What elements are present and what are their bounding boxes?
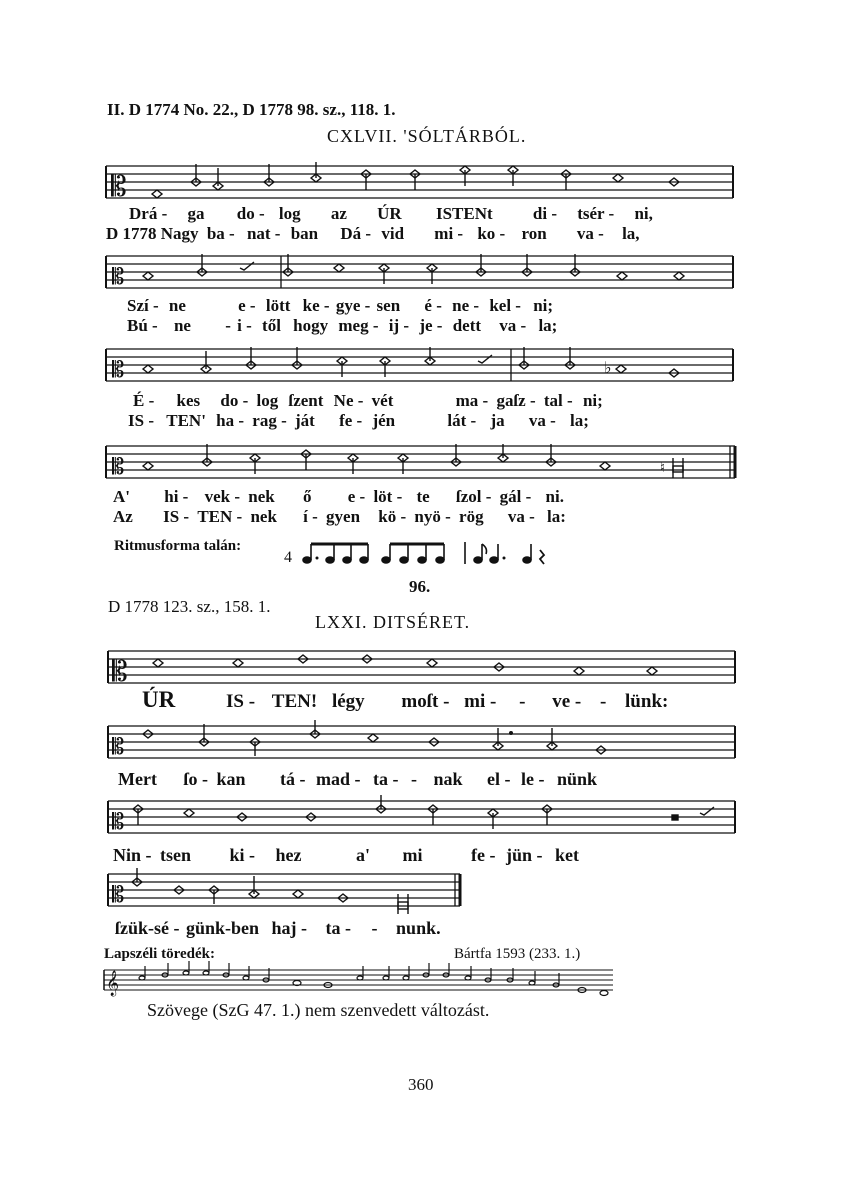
syllable: Mert	[118, 769, 157, 789]
syllable: fe -	[471, 845, 496, 865]
syllable: TEN'	[166, 411, 206, 430]
syllable: Ne -	[333, 391, 364, 410]
syllable: hez	[275, 845, 302, 865]
syllable: je -	[419, 316, 443, 335]
syllable: ron	[521, 224, 547, 243]
syllable: ban	[290, 224, 319, 243]
syllable: nat -	[246, 224, 281, 243]
svg-text:𝄡: 𝄡	[112, 358, 125, 383]
lyrics-2-v1	[127, 296, 553, 316]
syllable: vek -	[204, 487, 241, 506]
syllable: mad -	[316, 769, 361, 789]
syllable: nak	[433, 769, 463, 789]
syllable: ga	[187, 204, 205, 223]
syllable: gál -	[499, 487, 532, 506]
syllable: Dá -	[340, 224, 372, 243]
lyrics-7	[113, 845, 579, 866]
syllable: moſt -	[401, 691, 450, 712]
syllable: löt -	[373, 487, 403, 506]
syllable: lött	[265, 296, 291, 315]
syllable: -	[599, 691, 607, 712]
syllable: ma -	[455, 391, 489, 410]
hymn2-title: LXXI. DITSÉRET.	[315, 612, 471, 632]
syllable: do -	[236, 204, 265, 223]
syllable: ko -	[477, 224, 506, 243]
syllable: meg -	[338, 316, 379, 335]
syllable: tal -	[543, 391, 573, 410]
syllable: ta -	[373, 769, 399, 789]
syllable: gaſz -	[496, 391, 536, 410]
syllable: ve -	[552, 691, 582, 712]
syllable: nek	[248, 487, 275, 506]
lyrics-6	[118, 769, 597, 790]
syllable: a'	[356, 845, 371, 865]
syllable: ta -	[325, 918, 352, 938]
syllable: mi	[402, 845, 423, 865]
svg-text:𝄡: 𝄡	[111, 170, 127, 203]
syllable: IS -	[128, 411, 154, 430]
syllable: ba -	[206, 224, 235, 243]
syllable: di -	[532, 204, 557, 223]
syllable: ne	[168, 296, 186, 315]
syllable: va -	[499, 316, 527, 335]
syllable: log	[256, 391, 279, 410]
svg-text:𝄡: 𝄡	[112, 735, 125, 760]
syllable: ni,	[634, 204, 653, 223]
syllable: tsen	[160, 845, 192, 865]
page-number: 360	[408, 1075, 434, 1094]
syllable: -	[371, 918, 378, 938]
syllable: légy	[331, 691, 365, 712]
lyrics-3-v1	[133, 391, 603, 411]
syllable: -	[519, 691, 526, 712]
syllable: te	[416, 487, 430, 506]
syllable: vét	[371, 391, 394, 410]
syllable: jén	[372, 411, 396, 430]
syllable: í -	[303, 507, 318, 526]
syllable: sen	[376, 296, 401, 315]
syllable: fe -	[339, 411, 363, 430]
source-line: II. D 1774 No. 22., D 1778 98. sz., 118. 1.	[107, 100, 396, 119]
lyrics-4-v1	[113, 487, 564, 507]
lyrics-2-v2	[127, 316, 557, 336]
syllable: kes	[176, 391, 201, 410]
syllable: e -	[347, 487, 366, 506]
lyrics-4-v2	[113, 507, 566, 527]
syllable: é -	[424, 296, 442, 315]
syllable: la;	[538, 316, 558, 335]
syllable: ij -	[388, 316, 410, 335]
syllable: ját	[295, 411, 315, 430]
syllable: va -	[528, 411, 556, 430]
syllable: lát -	[447, 411, 477, 430]
syllable: vid	[381, 224, 405, 243]
syllable: A'	[113, 487, 130, 506]
hymn-title: CXLVII. 'SÓLTÁRBÓL.	[327, 126, 527, 146]
syllable: tá -	[280, 769, 306, 789]
syllable: kö -	[378, 507, 407, 526]
svg-text:𝄡: 𝄡	[112, 455, 125, 480]
fragment-label: Lapszéli töredék:	[104, 946, 215, 962]
syllable: É -	[133, 391, 155, 410]
svg-text:𝄞: 𝄞	[106, 971, 120, 996]
svg-text:𝄡: 𝄡	[112, 883, 125, 908]
syllable: rag -	[252, 411, 287, 430]
syllable: haj -	[271, 918, 308, 938]
lyrics-1-v1	[129, 204, 653, 224]
hymn2-source-line: D 1778 123. sz., 158. 1.	[108, 597, 271, 616]
syllable: do -	[220, 391, 249, 410]
syllable: D 1778 Nagy	[106, 224, 199, 243]
syllable: ja	[490, 411, 505, 430]
lyrics-1-v2	[106, 224, 640, 244]
syllable: jün -	[506, 845, 543, 865]
syllable: el -	[487, 769, 511, 789]
syllable: IS -	[225, 691, 256, 712]
syllable: ke -	[302, 296, 330, 315]
svg-text:𝄡: 𝄡	[112, 265, 125, 290]
syllable: gyen	[326, 507, 361, 526]
svg-text:4: 4	[284, 549, 292, 566]
syllable: ne -	[452, 296, 480, 315]
syllable: ni;	[533, 296, 554, 315]
syllable: Drá -	[129, 204, 168, 223]
syllable: ſzent	[288, 391, 324, 410]
syllable: dett	[452, 316, 482, 335]
syllable: nyö -	[414, 507, 451, 526]
rhythm-label: Ritmusforma talán:	[114, 538, 242, 554]
lyrics-8	[115, 918, 441, 939]
syllable: hogy	[293, 316, 329, 335]
syllable: la:	[547, 507, 566, 526]
syllable: le -	[521, 769, 545, 789]
syllable: la;	[570, 411, 589, 430]
syllable: ÚR	[377, 204, 402, 223]
syllable: -	[411, 769, 417, 789]
syllable: i -	[237, 316, 252, 335]
syllable: kan	[216, 769, 246, 789]
syllable: Az	[113, 507, 133, 526]
syllable: Szí -	[127, 296, 159, 315]
notes-1	[152, 162, 679, 198]
syllable: e -	[238, 296, 256, 315]
syllable: la,	[622, 224, 640, 243]
syllable: ne	[173, 316, 191, 335]
syllable: Nin -	[113, 845, 152, 865]
svg-text:♭: ♭	[604, 360, 612, 377]
lyrics-3-v2	[128, 411, 589, 431]
syllable: hi -	[164, 487, 189, 506]
syllable: TEN!	[271, 691, 318, 712]
syllable: TEN -	[197, 507, 243, 526]
syllable: ſo -	[183, 769, 208, 789]
hymn-number: 96.	[409, 577, 431, 596]
syllable: günk-ben	[186, 918, 260, 938]
rhythm-notation	[0, 538, 854, 578]
syllable: rög	[459, 507, 484, 526]
syllable: ni;	[582, 391, 603, 410]
svg-text:𝄡: 𝄡	[112, 810, 125, 835]
syllable: től	[262, 316, 281, 335]
syllable: Bú -	[127, 316, 158, 335]
syllable: nunk.	[396, 918, 441, 938]
syllable: IS -	[163, 507, 190, 526]
syllable: ő	[302, 487, 312, 506]
syllable: log	[278, 204, 301, 223]
syllable: ha -	[216, 411, 245, 430]
fragment-note: Szövege (SzG 47. 1.) nem szenvedett változást.	[147, 1000, 490, 1020]
syllable: lünk:	[625, 691, 669, 712]
syllable: mi -	[464, 691, 497, 712]
syllable: ſzol -	[455, 487, 492, 506]
syllable: gye -	[335, 296, 371, 315]
syllable: nek	[250, 507, 277, 526]
svg-text:𝄡: 𝄡	[112, 655, 128, 688]
syllable: az	[330, 204, 347, 223]
syllable: ÚR	[142, 687, 176, 712]
lyrics-5	[142, 687, 668, 713]
syllable: tsér -	[577, 204, 615, 223]
fragment-source: Bártfa 1593 (233. 1.)	[454, 946, 581, 962]
syllable: ni.	[545, 487, 564, 506]
syllable: ket	[555, 845, 580, 865]
svg-text:♮: ♮	[660, 461, 666, 476]
syllable: nünk	[557, 769, 598, 789]
syllable: va -	[576, 224, 604, 243]
syllable: kel -	[489, 296, 521, 315]
syllable: ſzük-sé -	[115, 918, 180, 938]
syllable: mi -	[434, 224, 464, 243]
syllable: ki -	[229, 845, 256, 865]
syllable: -	[225, 316, 231, 335]
syllable: va -	[507, 507, 535, 526]
syllable: ISTENt	[435, 204, 493, 223]
